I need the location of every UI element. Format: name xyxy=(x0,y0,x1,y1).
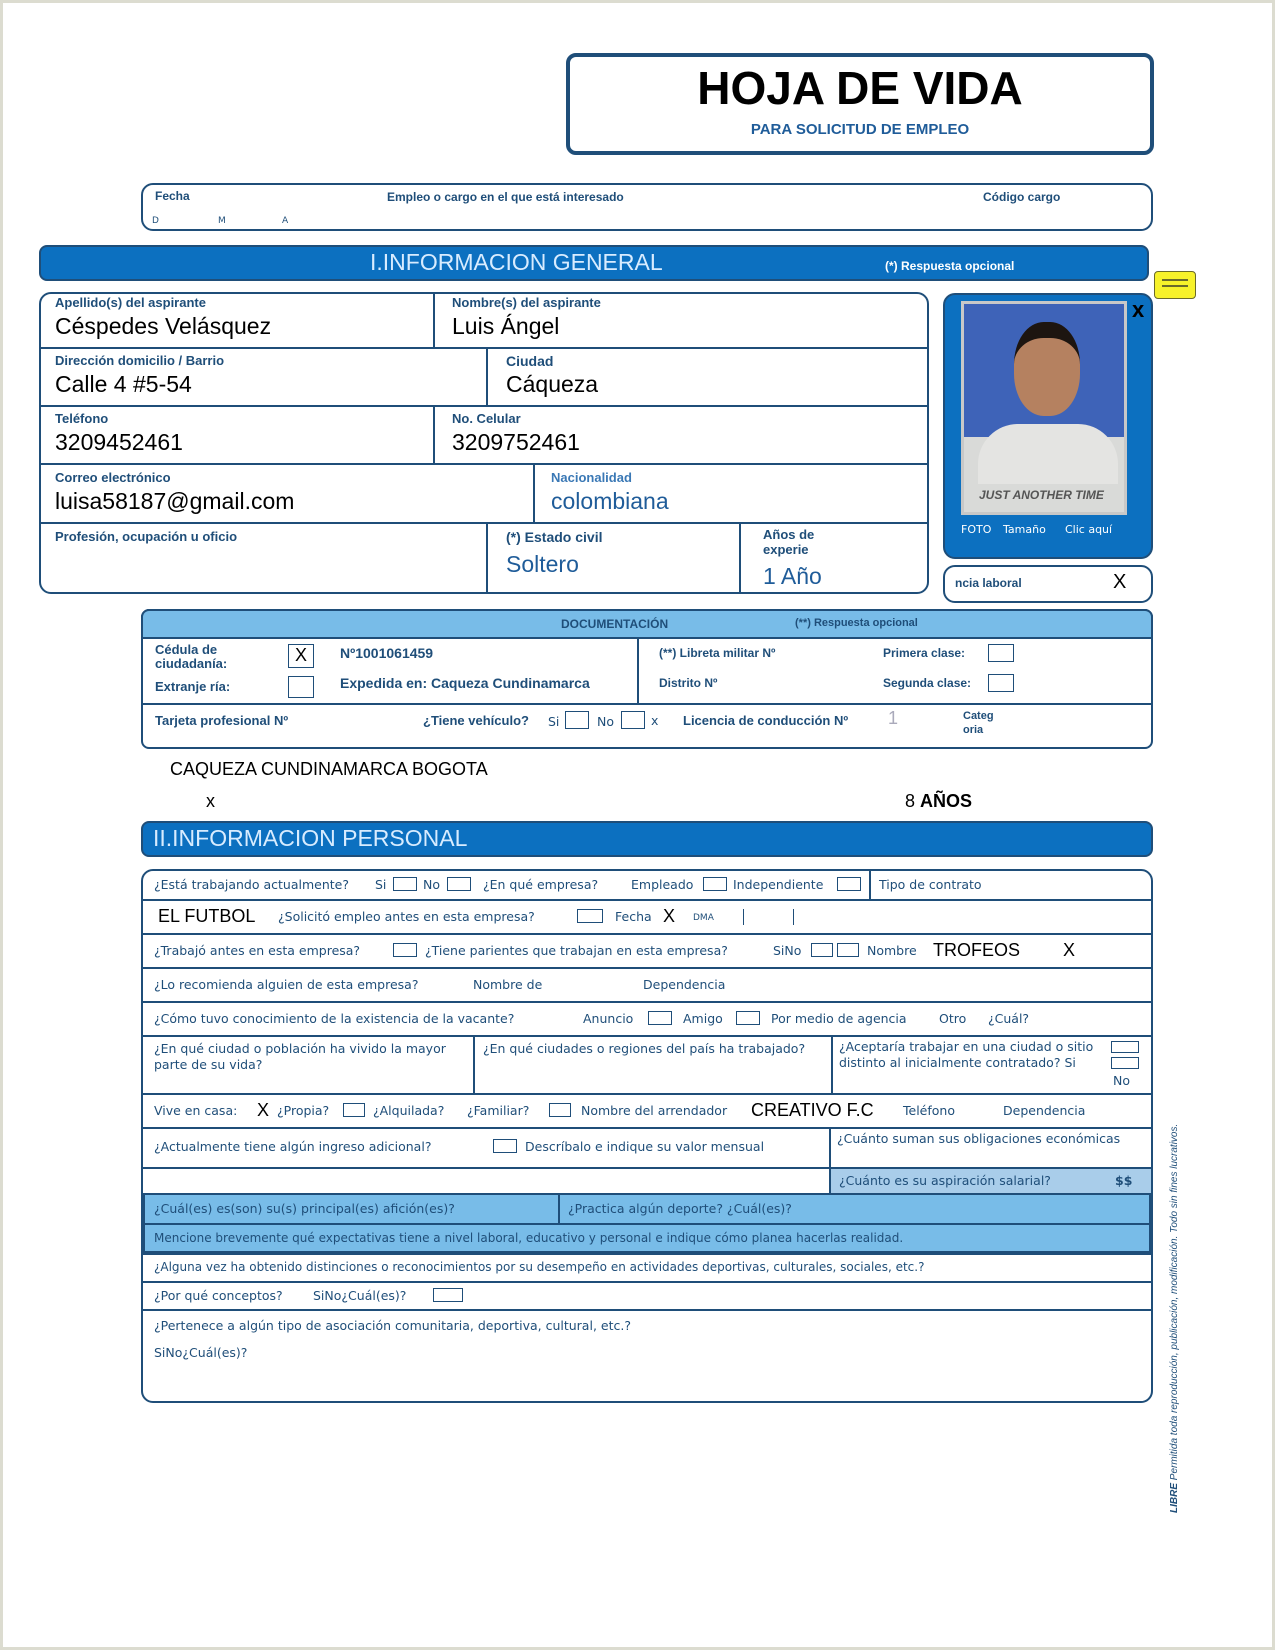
vehiculo-no-checkbox[interactable] xyxy=(621,711,645,729)
comment-icon[interactable] xyxy=(1154,271,1196,299)
correo-field[interactable]: luisa58187@gmail.com xyxy=(55,488,295,514)
correo-label: Correo electrónico xyxy=(55,470,171,485)
empleado-checkbox[interactable] xyxy=(703,877,727,891)
conocimiento-label: ¿Cómo tuvo conocimiento de la existencia de la vacante? xyxy=(154,1011,515,1026)
familiar-label: ¿Familiar? xyxy=(467,1103,530,1118)
divider xyxy=(143,1001,1151,1003)
fecha-label-2: Fecha xyxy=(615,909,652,924)
vehiculo-si-checkbox[interactable] xyxy=(565,711,589,729)
tarjeta-label: Tarjeta profesional Nº xyxy=(155,713,289,728)
divider xyxy=(143,933,1151,935)
extranjeria-label: Extranje ría: xyxy=(155,679,231,694)
loose-mark: x xyxy=(206,791,215,811)
dependencia-label: Dependencia xyxy=(643,977,726,992)
ingreso-checkbox[interactable] xyxy=(493,1139,517,1153)
trabajando-no: No xyxy=(423,877,440,892)
familiar-checkbox[interactable] xyxy=(549,1103,571,1117)
divider xyxy=(831,1035,833,1093)
parientes-mark: X xyxy=(1063,940,1076,960)
applicant-photo xyxy=(961,301,1127,515)
distinciones-label: ¿Alguna vez ha obtenido distinciones o reconocimientos por su desempeño en actividades deportivas, culturales, sociales, etc.? xyxy=(154,1260,925,1274)
divider xyxy=(558,1193,560,1223)
dependencia-label-2: Dependencia xyxy=(1003,1103,1086,1118)
date-separator xyxy=(793,909,794,925)
sino-label: SiNo xyxy=(773,943,802,958)
creativo-value[interactable]: CREATIVO F.C xyxy=(751,1100,874,1120)
photo-caption: JUST ANOTHER TIME xyxy=(979,488,1104,502)
cedula-mark: X xyxy=(295,645,308,665)
divider xyxy=(486,349,488,405)
telefono-field[interactable]: 3209452461 xyxy=(55,429,183,455)
photo-body xyxy=(978,424,1118,484)
divider xyxy=(143,1281,1151,1283)
empresa-label: ¿En qué empresa? xyxy=(483,877,599,892)
tipo-contrato-label: Tipo de contrato xyxy=(879,877,982,892)
divider xyxy=(143,1223,1151,1225)
nacionalidad-label: Nacionalidad xyxy=(551,470,632,485)
anos-word: AÑOS xyxy=(920,791,973,811)
vehiculo-mark: x xyxy=(651,713,659,728)
otro-label: Otro xyxy=(939,1011,967,1026)
amigo-label: Amigo xyxy=(683,1011,723,1026)
poblacion-label: ¿En qué ciudad o población ha vivido la mayor parte de su vida? xyxy=(154,1041,446,1072)
apellido-field[interactable]: Céspedes Velásquez xyxy=(55,313,272,339)
experiencia-laboral-label: ncia laboral xyxy=(955,576,1022,590)
anuncio-label: Anuncio xyxy=(583,1011,634,1026)
divider xyxy=(739,522,741,594)
optional-note: (*) Respuesta opcional xyxy=(885,259,1015,273)
recomienda-label: ¿Lo recomienda alguien de esta empresa? xyxy=(154,977,419,992)
trabajando-si-checkbox[interactable] xyxy=(393,877,417,891)
anos-experiencia-label: Años de experie xyxy=(763,527,815,557)
solicito-label: ¿Solicitó empleo antes en esta empresa? xyxy=(278,909,535,924)
trabajo-antes-checkbox[interactable] xyxy=(393,943,417,957)
categoria-label: Categ oria xyxy=(963,710,994,736)
license-text: Permitida toda reproducción, publicación, modificación. Todo sin fines lucrativos. xyxy=(1169,1123,1180,1481)
divider xyxy=(473,1035,475,1093)
independiente-checkbox[interactable] xyxy=(837,877,861,891)
experiencia-mark: X xyxy=(1113,571,1127,593)
documentacion-title: DOCUMENTACIÓN xyxy=(561,617,669,631)
conceptos-label: ¿Por qué conceptos? xyxy=(154,1288,283,1303)
acepta-si-checkbox[interactable] xyxy=(1111,1041,1139,1053)
date-separator xyxy=(743,909,744,925)
year-label: A xyxy=(282,216,289,226)
divider xyxy=(637,639,639,703)
divider xyxy=(486,522,488,594)
primera-clase-label: Primera clase: xyxy=(883,646,966,660)
alquilada-label: ¿Alquilada? xyxy=(373,1103,445,1118)
telefono-arrendador-label: Teléfono xyxy=(903,1103,955,1118)
parientes-no-checkbox[interactable] xyxy=(837,943,859,957)
divider xyxy=(143,1127,1151,1129)
celular-label: No. Celular xyxy=(452,411,521,426)
comment-line xyxy=(1162,285,1188,287)
photo-close-mark[interactable]: x xyxy=(1132,297,1145,322)
nacionalidad-field[interactable]: colombiana xyxy=(551,488,669,514)
arrendador-label: Nombre del arrendador xyxy=(581,1103,728,1118)
amigo-checkbox[interactable] xyxy=(736,1011,760,1025)
apellido-label: Apellido(s) del aspirante xyxy=(55,295,206,310)
vehiculo-si-label: Si xyxy=(548,714,560,729)
telefono-label: Teléfono xyxy=(55,411,109,426)
divider xyxy=(39,463,929,465)
divider xyxy=(39,347,929,349)
divider xyxy=(143,967,1151,969)
divider xyxy=(39,522,929,524)
trabajando-no-checkbox[interactable] xyxy=(447,877,471,891)
distinciones-sino-cual: SiNo¿Cuál(es)? xyxy=(313,1288,407,1303)
ingreso-label: ¿Actualmente tiene algún ingreso adicional? xyxy=(154,1139,432,1154)
direccion-field[interactable]: Calle 4 #5-54 xyxy=(55,371,192,397)
ciudad-label: Ciudad xyxy=(506,353,554,369)
page-title: HOJA DE VIDA xyxy=(697,62,1023,114)
asociacion-sino-cual: SiNo¿Cuál(es)? xyxy=(154,1345,248,1360)
trofeos-value[interactable]: TROFEOS xyxy=(933,940,1021,960)
libre-label: LIBRE xyxy=(1169,1483,1180,1513)
divider xyxy=(433,405,435,463)
expectativas-label: Mencione brevemente qué expectativas tiene a nivel laboral, educativo y personal e indique cómo planea hacerlas realidad. xyxy=(154,1231,904,1245)
licencia-field[interactable]: 1 xyxy=(888,708,899,728)
divider xyxy=(433,292,435,348)
anos-residencia xyxy=(905,791,972,812)
divider xyxy=(869,869,871,899)
trabajando-label: ¿Está trabajando actualmente? xyxy=(154,877,349,892)
vehiculo-no-label: No xyxy=(597,714,614,729)
ciudad-field[interactable]: Cáqueza xyxy=(506,371,599,397)
divider xyxy=(39,405,929,407)
license-note xyxy=(1169,1124,1180,1513)
comment-line xyxy=(1162,279,1188,281)
distinciones-checkbox[interactable] xyxy=(433,1288,463,1302)
propia-label: ¿Propia? xyxy=(277,1103,330,1118)
anuncio-checkbox[interactable] xyxy=(648,1011,672,1025)
cedula-label: Cédula de ciudadanía: xyxy=(155,642,228,671)
divider xyxy=(143,1309,1151,1311)
independiente-label: Independiente xyxy=(733,877,824,892)
acepta-label: ¿Aceptaría trabajar en una ciudad o sitio distinto al inicialmente contratado? Si xyxy=(839,1039,1094,1070)
cedula-number: Nº1001061459 xyxy=(340,645,434,661)
solicito-checkbox[interactable] xyxy=(577,909,603,923)
acepta-no-label: No xyxy=(1113,1073,1130,1088)
familiares-label: ¿Tiene parientes que trabajan en esta empresa? xyxy=(425,943,728,958)
fecha-label: Fecha xyxy=(155,189,190,203)
codigo-label: Código cargo xyxy=(983,190,1061,204)
aspiracion-label: ¿Cuánto es su aspiración salarial? xyxy=(839,1173,1051,1188)
vive-label: Vive en casa: xyxy=(154,1103,238,1118)
deporte-label: ¿Practica algún deporte? ¿Cuál(es)? xyxy=(568,1201,792,1216)
trabajando-si: Si xyxy=(375,877,387,892)
licencia-label: Licencia de conducción Nº xyxy=(683,713,849,728)
celular-field[interactable]: 3209752461 xyxy=(452,429,580,455)
tamano-label: Tamaño xyxy=(1003,523,1046,536)
divider xyxy=(143,899,1151,901)
obligaciones-label: ¿Cuánto suman sus obligaciones económicas xyxy=(837,1131,1121,1146)
section-1-title: I.INFORMACION GENERAL xyxy=(370,249,663,275)
nombre-field[interactable]: Luis Ángel xyxy=(452,313,560,339)
direccion-label: Dirección domicilio / Barrio xyxy=(55,353,225,368)
trabajo-antes-label: ¿Trabajó antes en esta empresa? xyxy=(154,943,361,958)
asociacion-label: ¿Pertenece a algún tipo de asociación comunitaria, deportiva, cultural, etc.? xyxy=(154,1318,631,1333)
aficion-label: ¿Cuál(es) es(son) su(s) principal(es) afición(es)? xyxy=(154,1201,455,1216)
agencia-label: Por medio de agencia xyxy=(771,1011,907,1026)
anos-experiencia-field[interactable]: 1 Año xyxy=(763,563,822,589)
fecha-mark: X xyxy=(663,906,676,926)
anos-number: 8 xyxy=(905,791,916,811)
divider xyxy=(143,1253,1151,1255)
segunda-clase-label: Segunda clase: xyxy=(883,676,972,690)
estado-civil-field[interactable]: Soltero xyxy=(506,551,579,577)
photo-head xyxy=(1014,322,1080,416)
divider xyxy=(143,1093,1151,1095)
divider xyxy=(533,465,535,523)
month-label: M xyxy=(218,216,226,226)
acepta-no-checkbox[interactable] xyxy=(1111,1057,1139,1069)
distrito-label: Distrito Nº xyxy=(659,676,718,690)
aficion-value[interactable]: EL FUTBOL xyxy=(158,906,256,926)
day-label: D xyxy=(152,216,159,226)
extranjeria-checkbox[interactable] xyxy=(288,676,314,698)
parientes-si-checkbox[interactable] xyxy=(811,943,833,957)
profesion-label: Profesión, ocupación u oficio xyxy=(55,529,238,544)
cargo-label: Empleo o cargo en el que está interesado xyxy=(387,190,624,204)
ciudades-label: ¿En qué ciudades o regiones del país ha trabajado? xyxy=(483,1041,806,1056)
vehiculo-label: ¿Tiene vehículo? xyxy=(423,713,529,728)
estado-civil-label: (*) Estado civil xyxy=(506,529,603,545)
page xyxy=(3,3,1272,1647)
pesos-label: $$ xyxy=(1115,1173,1133,1188)
divider xyxy=(141,703,1153,705)
empleado-label: Empleado xyxy=(631,877,694,892)
cual-label: ¿Cuál? xyxy=(988,1011,1030,1026)
primera-clase-checkbox[interactable] xyxy=(988,644,1014,662)
documentacion-note: (**) Respuesta opcional xyxy=(795,617,918,629)
libreta-label: (**) Libreta militar Nº xyxy=(659,646,776,660)
describalo-label: Descríbalo e indique su valor mensual xyxy=(525,1139,765,1154)
vive-mark: X xyxy=(257,1100,270,1120)
divider xyxy=(143,1035,1151,1037)
dma-label: DMA xyxy=(693,913,714,923)
lugar-text: CAQUEZA CUNDINAMARCA BOGOTA xyxy=(170,759,488,779)
nombre-de-label: Nombre de xyxy=(473,977,543,992)
page-subtitle: PARA SOLICITUD DE EMPLEO xyxy=(750,121,970,138)
nombre-pariente-label: Nombre xyxy=(867,943,917,958)
expedida-label: Expedida en: Caqueza Cundinamarca xyxy=(340,675,590,691)
section-2-title: II.INFORMACION PERSONAL xyxy=(153,825,468,851)
nombre-label: Nombre(s) del aspirante xyxy=(452,295,601,310)
clic-aqui-link[interactable]: Clic aquí xyxy=(1065,523,1113,536)
segunda-clase-checkbox[interactable] xyxy=(988,674,1014,692)
vive-checkbox[interactable] xyxy=(343,1103,365,1117)
foto-label: FOTO xyxy=(961,523,992,536)
